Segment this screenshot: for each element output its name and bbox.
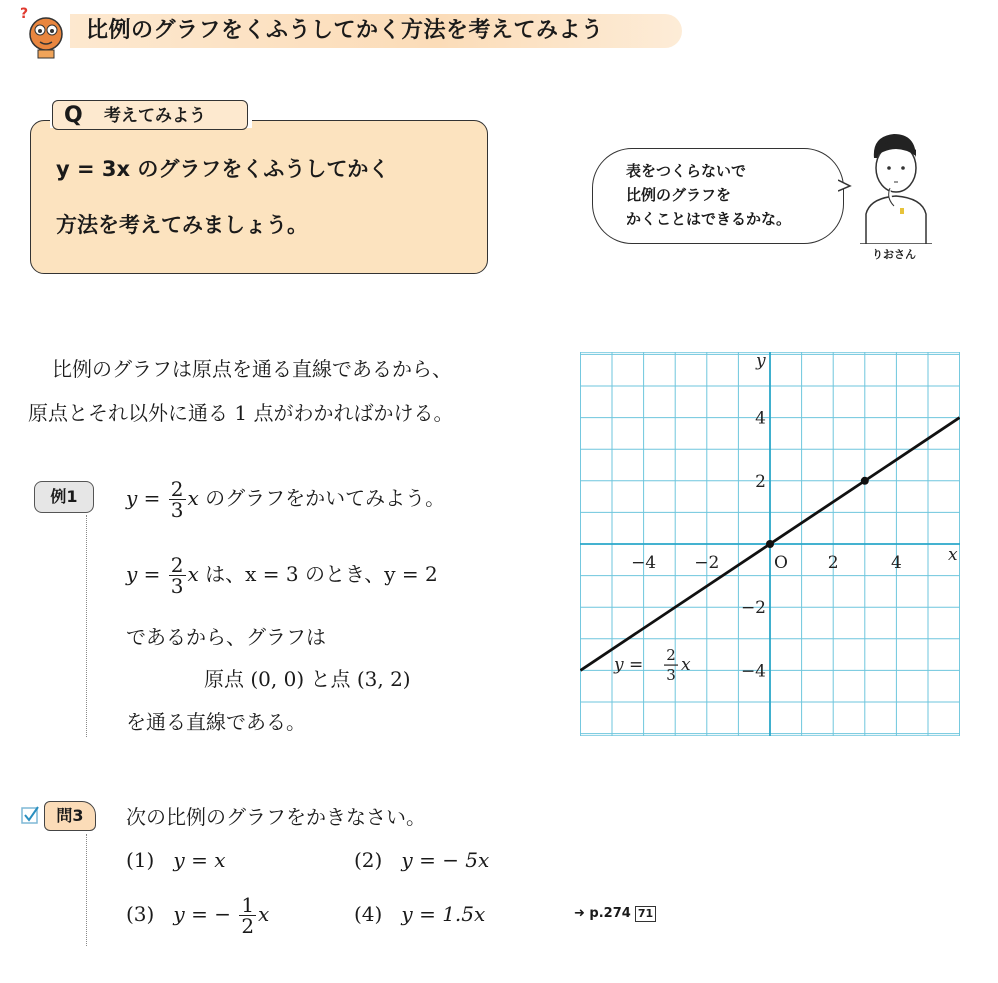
speaker-name: りおさん <box>872 248 916 261</box>
line-label-lhs: y = <box>614 655 644 676</box>
checkbox-icon <box>20 805 40 825</box>
x-tick-label: 4 <box>890 553 902 573</box>
fraction-denominator: 2 <box>241 914 255 938</box>
x-tick-label: −4 <box>631 553 657 573</box>
speech-line: かくことはできるかな。 <box>626 210 792 228</box>
reference-number-box: 71 <box>635 906 656 922</box>
x-axis-label: x <box>948 545 958 565</box>
proportion-graph <box>580 352 960 736</box>
example-line-5: を通る直線である。 <box>126 710 306 734</box>
graph-point <box>861 477 869 485</box>
x-tick-label: 2 <box>827 553 839 573</box>
y-tick-label: 4 <box>755 408 766 429</box>
problem-item-number: (1) <box>126 848 155 872</box>
line-label-var: x <box>681 655 691 676</box>
fraction-denominator: 3 <box>170 574 184 598</box>
eq-lhs: y = <box>126 486 161 510</box>
example-line-2-tail: は、x = 3 のとき、y = 2 <box>205 562 438 586</box>
svg-text:?: ? <box>20 6 29 22</box>
problem-item-number: (3) <box>126 902 155 926</box>
graph-point <box>766 540 774 548</box>
problem-item-1 <box>126 845 225 875</box>
x-tick-label: −2 <box>694 553 720 573</box>
page-title: 比例のグラフをくふうしてかく方法を考えてみよう <box>86 18 604 43</box>
example-line-1 <box>126 470 445 526</box>
line-label-denominator: 3 <box>666 666 676 685</box>
speech-text <box>626 159 791 231</box>
problem-item-number: (4) <box>354 902 383 926</box>
body-paragraph-2: 原点とそれ以外に通る 1 点がわかればかける。 <box>28 401 454 425</box>
problem-item-equation: y = x <box>173 848 226 872</box>
problem-item-equation: y = − 5x <box>401 848 490 872</box>
problem-item-equation-lhs: y = − <box>173 902 231 926</box>
problem-item-2 <box>354 845 489 875</box>
problem-item-4 <box>354 899 485 929</box>
fraction-numerator: 2 <box>170 477 184 501</box>
speech-bubble-tail <box>838 178 854 194</box>
mascot-icon <box>16 4 72 60</box>
question-line-1: y = 3x のグラフをくふうしてかく <box>56 157 390 181</box>
question-line-2: 方法を考えてみましょう。 <box>56 213 308 237</box>
problem-item-number: (2) <box>354 848 383 872</box>
problem-dotted-rule <box>86 834 87 946</box>
problem-intro: 次の比例のグラフをかきなさい。 <box>126 805 426 829</box>
y-tick-label: 2 <box>755 471 766 492</box>
student-avatar-icon <box>856 128 936 244</box>
question-tab-q: Q <box>64 103 83 128</box>
example-line-4: 原点 (0, 0) と点 (3, 2) <box>204 667 411 691</box>
example-badge: 例1 <box>34 481 94 513</box>
question-box <box>30 120 488 274</box>
problem-item-equation: y = 1.5x <box>401 902 486 926</box>
page-reference: ➜ p.274 <box>574 906 631 921</box>
fraction <box>169 479 186 520</box>
problem-item-3 <box>126 886 269 942</box>
eq-var: x <box>187 562 199 586</box>
example-line-3: であるから、グラフは <box>126 625 326 649</box>
example-line-2 <box>126 546 438 602</box>
speech-line: 表をつくらないで <box>626 162 747 180</box>
fraction-numerator: 2 <box>170 553 184 577</box>
y-axis-label: y <box>756 352 766 371</box>
line-label-numerator: 2 <box>666 646 676 665</box>
page-reference-link[interactable] <box>574 906 656 922</box>
eq-var: x <box>187 486 199 510</box>
question-tab-label: 考えてみよう <box>104 106 206 126</box>
eq-lhs: y = <box>126 562 161 586</box>
speech-line: 比例のグラフを <box>626 186 732 204</box>
fraction <box>169 555 186 596</box>
y-tick-label: −2 <box>740 598 766 619</box>
fraction <box>239 895 256 936</box>
fraction-denominator: 3 <box>170 498 184 522</box>
eq-var: x <box>258 902 270 926</box>
y-tick-label: −4 <box>740 661 766 682</box>
origin-label: O <box>774 553 788 573</box>
body-paragraph-1: 比例のグラフは原点を通る直線であるから、 <box>52 357 452 381</box>
example-line-1-tail: のグラフをかいてみよう。 <box>205 486 446 510</box>
fraction-numerator: 1 <box>241 893 255 917</box>
problem-badge: 問3 <box>44 801 96 831</box>
example-dotted-rule <box>86 515 87 737</box>
